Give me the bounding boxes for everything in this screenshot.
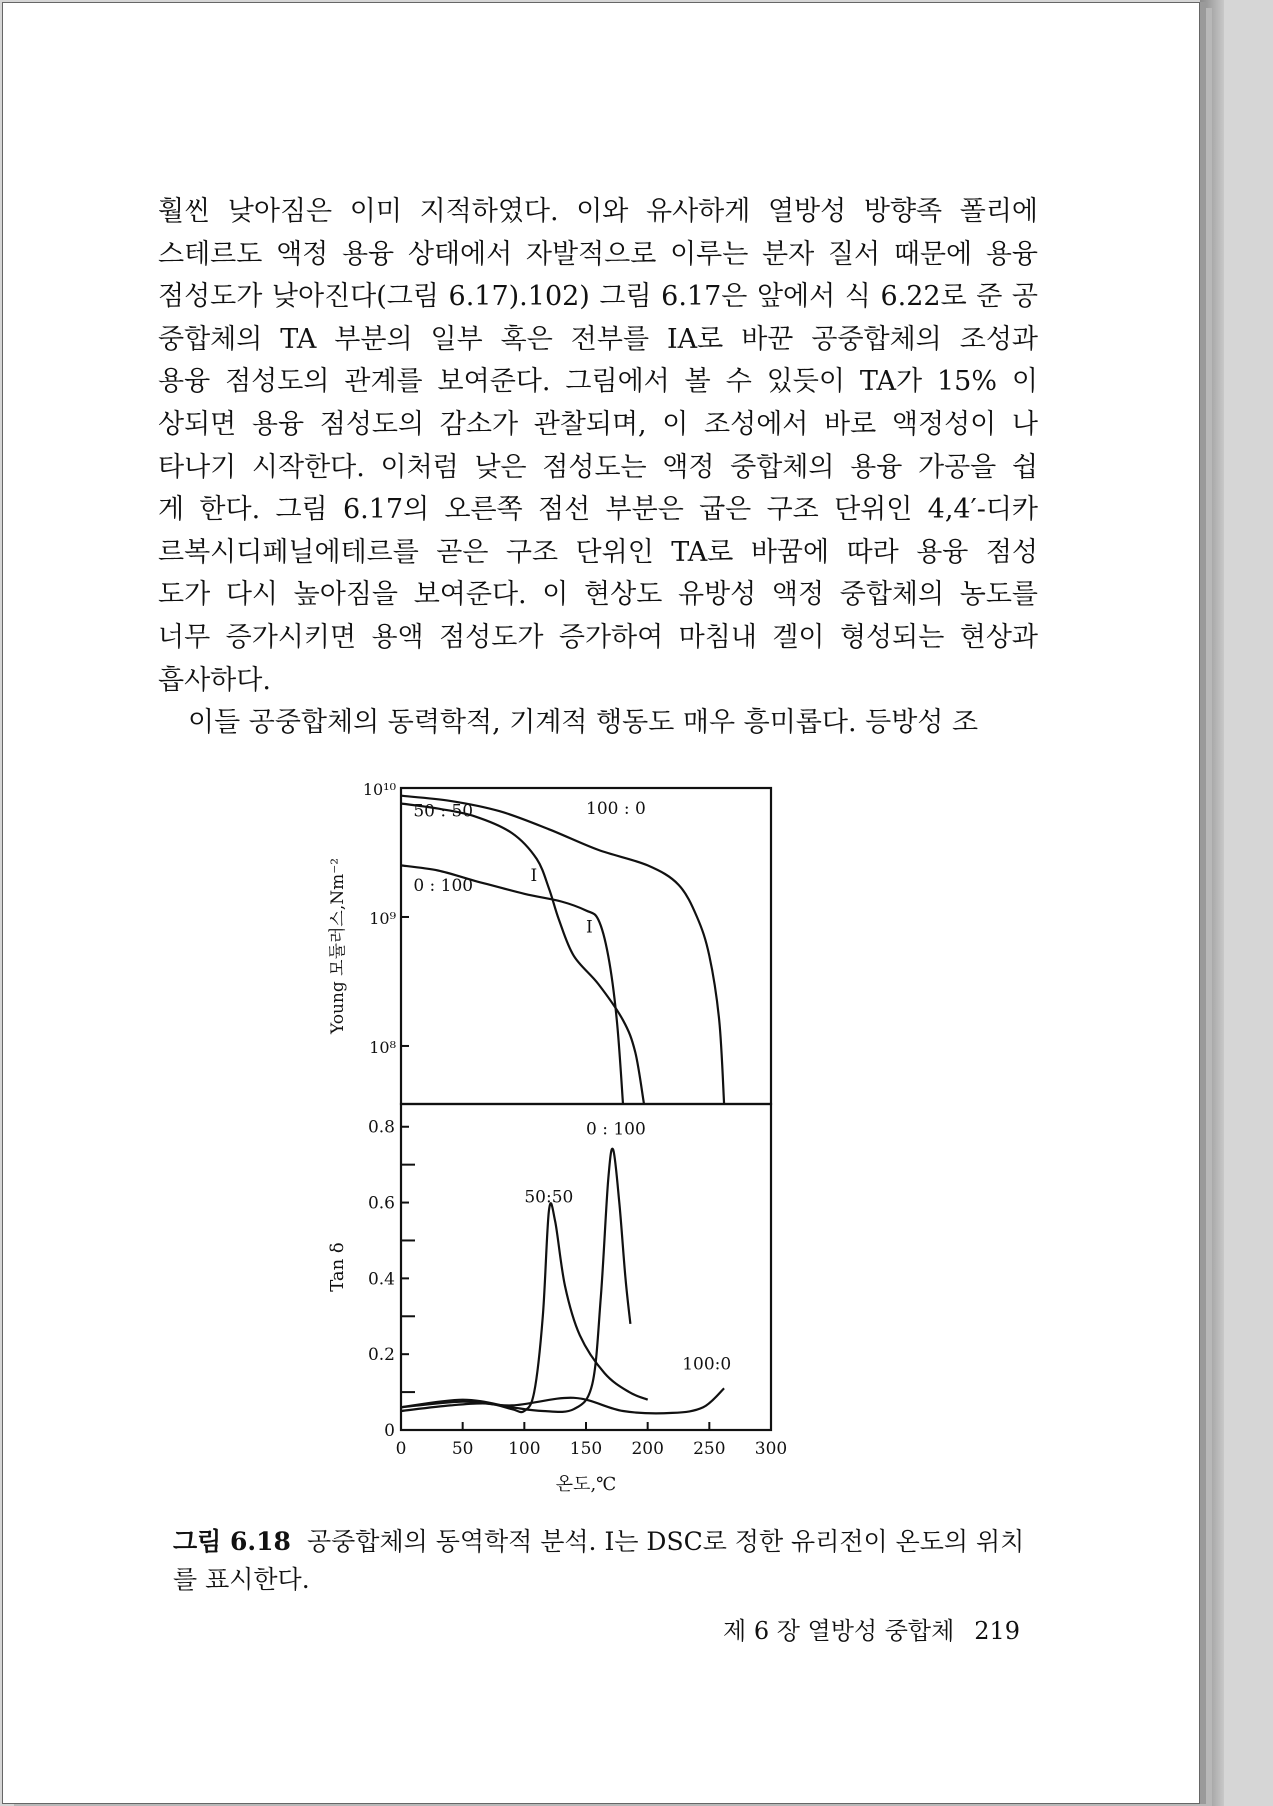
text-line: 흡사하다. xyxy=(158,664,271,696)
page-number: 219 xyxy=(974,1617,1021,1645)
x-tick-label: 50 xyxy=(451,1439,474,1459)
tan-series-label: 50:50 xyxy=(524,1187,574,1208)
caption-text: 공중합체의 동역학적 분석. I는 DSC로 정한 유리전이 온도의 위치를 표시한다. xyxy=(173,1527,1025,1594)
x-tick-label: 300 xyxy=(754,1439,788,1459)
tan-series-label: 100:0 xyxy=(682,1354,732,1375)
tan-y-tick-label: 0.4 xyxy=(367,1269,395,1290)
text-line: 중합체의 TA 부분의 일부 혹은 전부를 IA로 바꾼 공중합체의 조성과 xyxy=(158,323,1038,355)
modulus-series-label: 0 : 100 xyxy=(413,876,474,897)
text-line: 이들 공중합체의 동력학적, 기계적 행동도 매우 흥미롭다. 등방성 조 xyxy=(188,707,979,739)
figure-number: 그림 6.18 xyxy=(173,1527,291,1556)
text-line: 도가 다시 높아짐을 보여준다. 이 현상도 유방성 액정 중합체의 농도를 xyxy=(158,579,1038,611)
x-tick-label: 200 xyxy=(631,1439,664,1459)
modulus-series-label: 100 : 0 xyxy=(586,798,646,819)
figure-6-18-chart xyxy=(303,778,823,1523)
tan-y-tick-label: 0 xyxy=(384,1421,395,1441)
modulus-curve-100:0 xyxy=(401,796,724,1104)
text-line: 용융 점성도의 관계를 보여준다. 그림에서 볼 수 있듯이 TA가 15% 이 xyxy=(158,366,1038,398)
text-line: 게 한다. 그림 6.17의 오른쪽 점선 부분은 굽은 구조 단위인 4,4′-디카 xyxy=(158,494,1038,526)
glass-transition-marker: I xyxy=(586,917,593,938)
x-tick-label: 100 xyxy=(508,1439,541,1459)
book-spine-edge xyxy=(1200,0,1224,1806)
text-line: 훨씬 낮아짐은 이미 지적하였다. 이와 유사하게 열방성 방향족 폴리에 xyxy=(158,196,1038,227)
tan-curve-0100 xyxy=(401,1149,630,1412)
modulus-panel-frame xyxy=(401,788,771,1104)
tan-y-tick-label: 0.6 xyxy=(367,1193,395,1214)
tan-y-tick-label: 0.2 xyxy=(367,1345,395,1366)
tan-delta-panel-frame xyxy=(401,1104,771,1430)
text-line: 르복시디페닐에테르를 곧은 구조 단위인 TA로 바꿈에 따라 용융 점성 xyxy=(158,536,1038,568)
modulus-curve-0:100 xyxy=(401,865,623,1104)
tan-y-axis-label: Tan δ xyxy=(327,1242,348,1292)
glass-transition-marker: I xyxy=(530,865,538,886)
text-line: 점성도가 낮아진다(그림 6.17).102) 그림 6.17은 앞에서 식 6.22로 준 공 xyxy=(158,281,1038,313)
modulus-y-tick-label: 10⁸ xyxy=(369,1037,396,1057)
x-tick-label: 150 xyxy=(569,1439,603,1459)
footer-chapter: 제 6 장 열방성 중합체 xyxy=(723,1617,955,1645)
tan-series-label: 0 : 100 xyxy=(586,1119,646,1140)
running-footer xyxy=(703,1611,1020,1646)
x-tick-label: 0 xyxy=(395,1439,407,1459)
text-line: 상되면 용융 점성도의 감소가 관찰되며, 이 조성에서 바로 액정성이 나 xyxy=(158,408,1038,440)
tan-curve-5050 xyxy=(401,1203,648,1412)
text-line: 스테르도 액정 용융 상태에서 자발적으로 이루는 분자 질서 때문에 용융 xyxy=(158,238,1038,270)
text-line: 타나기 시작한다. 이처럼 낮은 점성도는 액정 중합체의 용융 가공을 쉽 xyxy=(158,451,1038,483)
modulus-y-tick-label: 10⁹ xyxy=(369,908,396,928)
book-page xyxy=(2,2,1200,1804)
figure-caption xyxy=(173,1523,1033,1599)
body-text xyxy=(158,191,1038,745)
text-line: 너무 증가시키면 용액 점성도가 증가하여 마침내 겔이 형성되는 현상과 xyxy=(158,621,1038,653)
modulus-series-label: 50 : 50 xyxy=(413,801,474,822)
x-tick-label: 250 xyxy=(693,1439,726,1459)
modulus-y-tick-label: 10¹⁰ xyxy=(362,780,396,799)
tan-y-tick-label: 0.8 xyxy=(367,1117,395,1138)
modulus-y-axis-label: Young 모듈러스,Nm⁻² xyxy=(328,857,348,1035)
x-axis-label: 온도,℃ xyxy=(555,1474,617,1495)
